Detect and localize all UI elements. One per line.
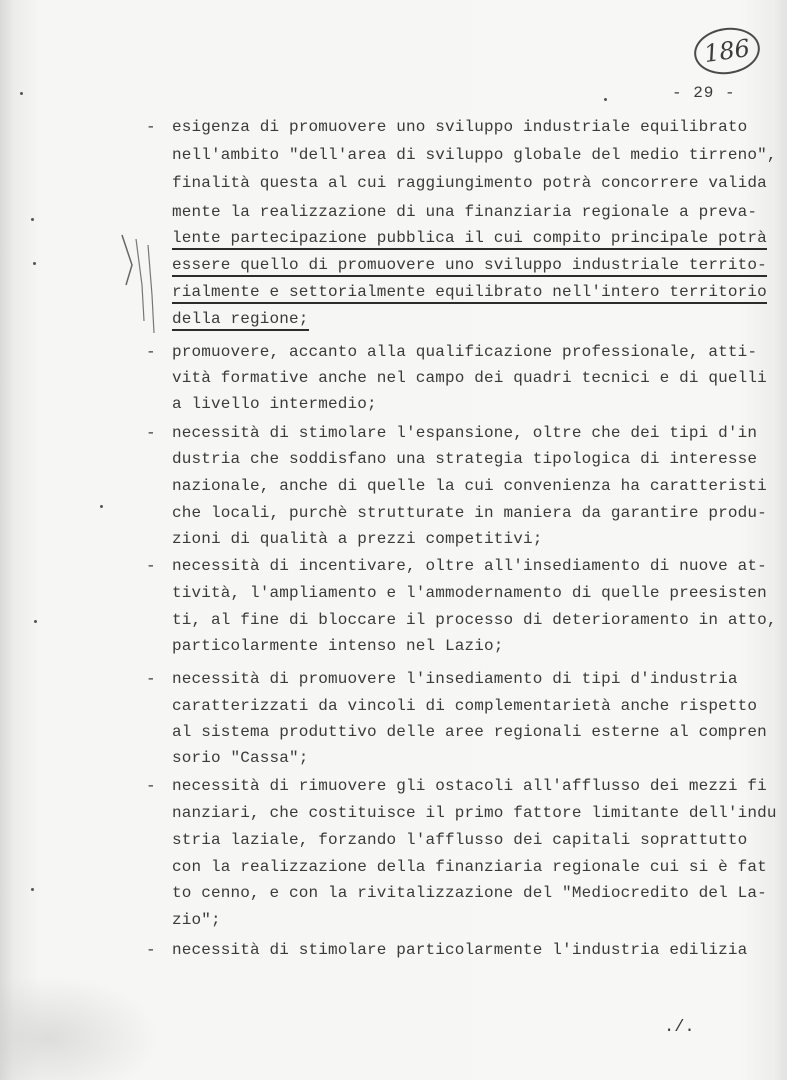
scan-speck	[20, 92, 23, 95]
text-line: necessità di promuovere l'insediamento di tipi d'industria	[172, 670, 738, 688]
text-line: sorio "Cassa";	[172, 749, 309, 767]
text-line: stria laziale, forzando l'afflusso dei capitali soprattutto	[172, 831, 748, 849]
page-number: - 29 -	[672, 84, 736, 102]
scan-speck	[604, 98, 607, 101]
scan-smudge	[0, 975, 160, 1080]
scan-speck	[34, 620, 37, 623]
text-line: necessità di rimuovere gli ostacoli all'afflusso dei mezzi fi	[172, 777, 767, 795]
scan-speck	[100, 505, 103, 508]
text-line: nazionale, anche di quelle la cui convenienza ha caratteristi	[172, 477, 767, 495]
text-line: mente la realizzazione di una finanziaria regionale a preva-	[172, 203, 758, 221]
list-bullet: -	[146, 777, 156, 795]
text-line: zioni di qualità a prezzi competitivi;	[172, 530, 543, 548]
text-line: necessità di incentivare, oltre all'insediamento di nuove at-	[172, 557, 767, 575]
text-line: nanziari, che costituisce il primo fattore limitante dell'indu	[172, 804, 777, 822]
text-line: tività, l'ampliamento e l'ammodernamento di quelle preesisten	[172, 584, 767, 602]
text-line: con la realizzazione della finanziaria regionale cui si è fat	[172, 858, 767, 876]
archive-number-stamp	[691, 24, 763, 79]
continuation-mark: ./.	[664, 1018, 695, 1037]
text-line-underlined: essere quello di promuovere uno sviluppo industriale territo-	[172, 256, 767, 277]
text-line-underlined: della regione;	[172, 310, 309, 331]
text-line: caratterizzati da vincoli di complementarietà anche rispetto	[172, 697, 758, 715]
text-line-underlined: lente partecipazione pubblica il cui compito principale potrà	[172, 229, 767, 250]
list-bullet: -	[146, 424, 156, 442]
text-line: necessità di stimolare particolarmente l'industria edilizia	[172, 941, 748, 959]
text-line: particolarmente intenso nel Lazio;	[172, 637, 504, 655]
list-bullet: -	[146, 557, 156, 575]
text-line: esigenza di promuovere uno sviluppo industriale equilibrato	[172, 118, 748, 136]
text-line: dustria che soddisfano una strategia tipologica di interesse	[172, 450, 758, 468]
text-line: zio";	[172, 911, 221, 929]
list-bullet: -	[146, 941, 156, 959]
scan-speck	[33, 262, 36, 265]
text-line: promuovere, accanto alla qualificazione professionale, atti-	[172, 343, 758, 361]
text-line: ti, al fine di bloccare il processo di deterioramento in atto,	[172, 611, 777, 629]
archive-number: 186	[702, 33, 752, 69]
scan-speck	[31, 218, 34, 221]
text-line: a livello intermedio;	[172, 395, 377, 413]
text-line: vità formative anche nel campo dei quadri tecnici e di quelli	[172, 369, 767, 387]
text-line: finalità questa al cui raggiungimento potrà concorrere valida	[172, 174, 767, 192]
text-line: to cenno, e con la rivitalizzazione del "Mediocredito del La-	[172, 884, 767, 902]
scan-speck	[31, 888, 34, 891]
list-bullet: -	[146, 343, 156, 361]
text-line: necessità di stimolare l'espansione, oltre che dei tipi d'in	[172, 424, 758, 442]
margin-annotation-mark	[108, 225, 168, 335]
text-line-underlined: rialmente e settorialmente equilibrato nell'intero territorio	[172, 283, 767, 304]
list-bullet: -	[146, 670, 156, 688]
list-bullet: -	[146, 118, 156, 136]
text-line: che locali, purchè strutturate in maniera da garantire produ-	[172, 504, 767, 522]
text-line: nell'ambito "dell'area di sviluppo globale del medio tirreno",	[172, 146, 777, 164]
text-line: al sistema produttivo delle aree regionali esterne al compren	[172, 723, 767, 741]
